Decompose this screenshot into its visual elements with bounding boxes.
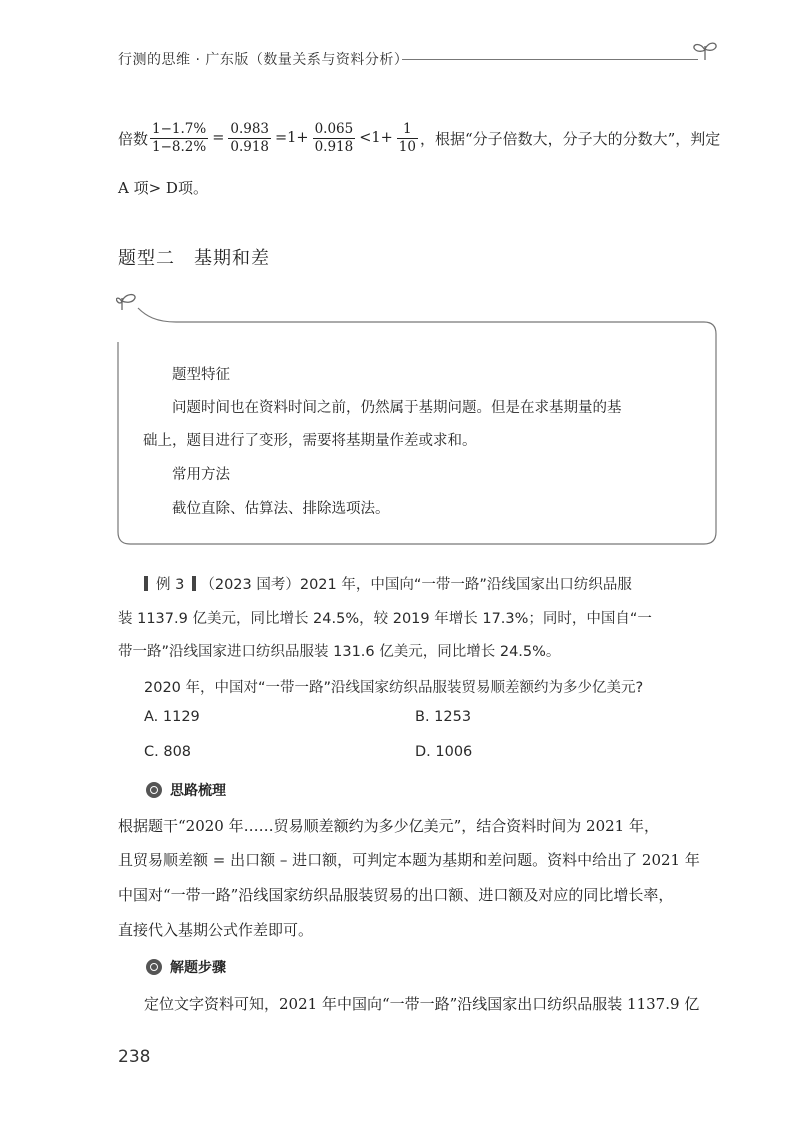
solution-badge-icon bbox=[146, 959, 162, 975]
sprout-icon bbox=[690, 38, 720, 62]
option-c: C. 808 bbox=[144, 744, 192, 760]
feature-text-line2: 础上，题目进行了变形，需要将基期量作差或求和。 bbox=[143, 433, 477, 449]
formula-suffix: ，根据“分子倍数大，分子大的分数大”，判定 bbox=[419, 129, 721, 148]
header-rule bbox=[402, 59, 698, 60]
example-text-line2: 装 1137.9 亿美元，同比增长 24.5%，较 2019 年增长 17.3%；同时，中国自“一 bbox=[118, 611, 652, 627]
fraction-1 bbox=[150, 121, 208, 156]
example-text-line3: 带一路”沿线国家进口纺织品服装 131.6 亿美元，同比增长 24.5%。 bbox=[118, 644, 561, 660]
example-bracket-left bbox=[144, 576, 148, 591]
less-than-one-plus: <1+ bbox=[359, 130, 393, 146]
feature-text-line1: 问题时间也在资料时间之前，仍然属于基期问题。但是在求基期量的基 bbox=[172, 400, 622, 416]
analysis-heading bbox=[146, 780, 226, 800]
fraction-3 bbox=[313, 121, 356, 156]
option-d: D. 1006 bbox=[415, 744, 473, 760]
solution-title: 解题步骤 bbox=[170, 960, 226, 976]
fraction-2-denominator: 0.918 bbox=[230, 138, 270, 155]
example-bracket-right bbox=[192, 576, 196, 591]
example-line1 bbox=[144, 573, 632, 594]
page-number: 238 bbox=[118, 1047, 151, 1067]
analysis-line1: 根据题干“2020 年……贸易顺差额约为多少亿美元”，结合资料时间为 2021 年， bbox=[118, 817, 659, 835]
fraction-3-denominator: 0.918 bbox=[314, 138, 354, 155]
section-title: 题型二 基期和差 bbox=[118, 248, 270, 269]
option-a: A. 1129 bbox=[144, 709, 200, 725]
example-label: 例 3 bbox=[156, 577, 185, 593]
example-text-line1: （2023 国考）2021 年，中国向“一带一路”沿线国家出口纺织品服 bbox=[200, 577, 632, 593]
option-b: B. 1253 bbox=[415, 709, 472, 725]
fraction-4-numerator: 1 bbox=[403, 120, 412, 137]
solution-line1: 定位文字资料可知，2021 年中国向“一带一路”沿线国家出口纺织品服装 1137.9 亿 bbox=[144, 995, 700, 1013]
fraction-3-numerator: 0.065 bbox=[314, 120, 354, 137]
fraction-1-numerator: 1−1.7% bbox=[152, 120, 207, 137]
fraction-4 bbox=[397, 121, 418, 156]
formula-prefix: 倍数 bbox=[118, 129, 149, 148]
analysis-badge-icon bbox=[146, 782, 162, 798]
fraction-4-denominator: 10 bbox=[398, 138, 416, 155]
feature-title: 题型特征 bbox=[172, 367, 230, 383]
fraction-2 bbox=[228, 121, 271, 156]
fraction-1-denominator: 1−8.2% bbox=[152, 138, 207, 155]
method-title: 常用方法 bbox=[172, 467, 230, 483]
method-text: 截位直除、估算法、排除选项法。 bbox=[172, 501, 390, 517]
analysis-line2: 且贸易顺差额 = 出口额 – 进口额，可判定本题为基期和差问题。资料中给出了 2021 年 bbox=[118, 851, 700, 869]
formula-conclusion: A 项> D项。 bbox=[118, 179, 208, 197]
analysis-line4: 直接代入基期公式作差即可。 bbox=[118, 921, 314, 939]
analysis-title: 思路梳理 bbox=[170, 783, 226, 799]
fraction-2-numerator: 0.983 bbox=[230, 120, 270, 137]
formula-line bbox=[118, 112, 720, 164]
solution-heading bbox=[146, 957, 226, 977]
analysis-line3: 中国对“一带一路”沿线国家纺织品服装贸易的出口额、进口额及对应的同比增长率， bbox=[118, 886, 674, 904]
equals-one-plus: =1+ bbox=[275, 130, 309, 146]
equals-sign: = bbox=[212, 130, 225, 146]
running-header: 行测的思维 · 广东版（数量关系与资料分析） bbox=[118, 52, 409, 68]
example-question: 2020 年，中国对“一带一路”沿线国家纺织品服装贸易顺差额约为多少亿美元? bbox=[144, 680, 644, 696]
